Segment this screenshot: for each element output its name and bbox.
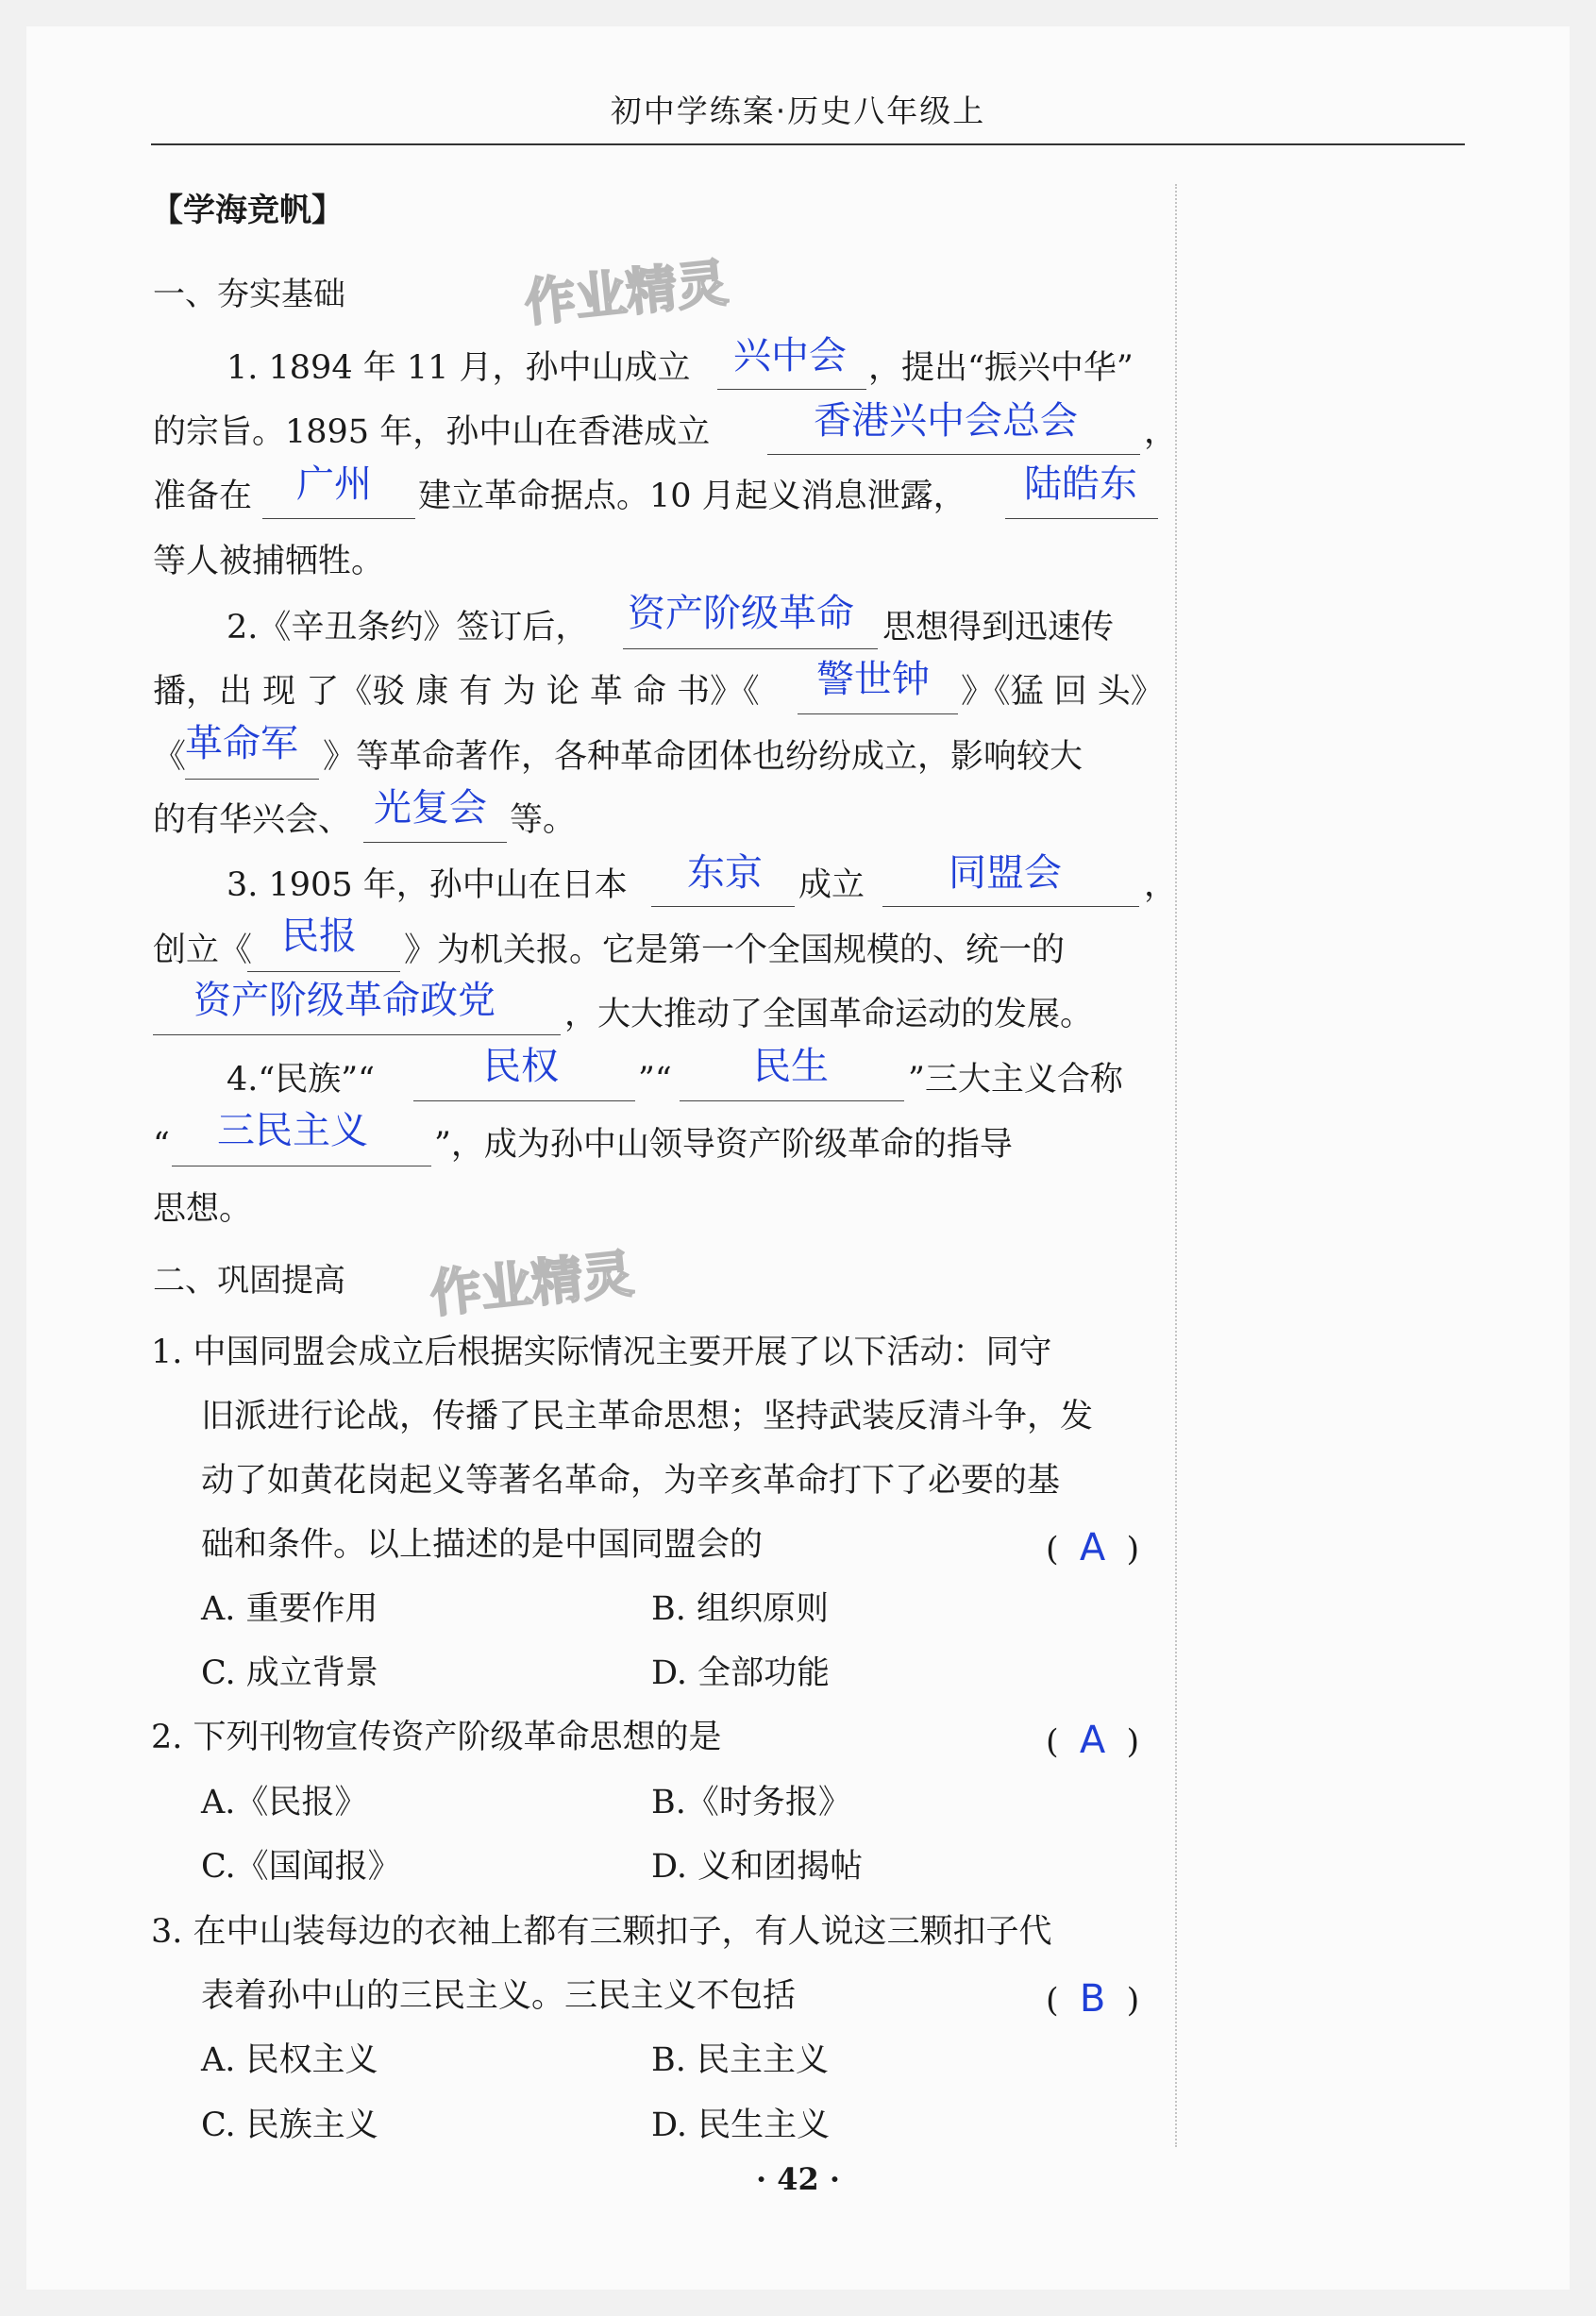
q1-blank-3 <box>262 518 415 519</box>
mc1-option-b: B. 组织原则 <box>651 1590 829 1628</box>
q1-blank-4 <box>1005 518 1158 519</box>
mc1-stem-line: 础和条件。以上描述的是中国同盟会的 <box>201 1526 764 1564</box>
q3-blank-3 <box>247 971 400 972</box>
q4-text-1a: 4.“民族”“ <box>227 1061 376 1099</box>
q3-text-1b: 成立 <box>798 866 865 904</box>
q1-answer-4: 陆皓东 <box>1024 462 1137 506</box>
mc1-option-c: C. 成立背景 <box>201 1654 378 1692</box>
mc1-answer: A <box>1079 1526 1106 1569</box>
q1-text-2b: ， <box>1144 413 1178 451</box>
mc3-option-a: A. 民权主义 <box>201 2041 378 2079</box>
q2-blank-4 <box>363 842 507 843</box>
q2-answer-2: 警世钟 <box>816 658 930 701</box>
q3-text-2a: 创立《 <box>153 931 253 969</box>
q1-text-3b: 建立革命据点。10 月起义消息泄露， <box>418 478 966 515</box>
mc2-stem-line: 2. 下列刊物宣传资产阶级革命思想的是 <box>151 1719 722 1756</box>
q3-text-1c: ， <box>1144 866 1178 904</box>
mc2-option-a: A.《民报》 <box>201 1784 368 1821</box>
mc2-answer-bracket: ( A ) <box>1046 1719 1140 1762</box>
page-number: · 42 · <box>755 2161 841 2197</box>
mc1-answer-bracket: ( A ) <box>1046 1526 1140 1569</box>
mc3-stem-line: 3. 在中山装每边的衣袖上都有三颗扣子，有人说这三颗扣子代 <box>151 1913 1052 1951</box>
section-label: 【学海竞帆】 <box>151 192 344 229</box>
q2-text-1b: 思想得到迅速传 <box>882 609 1115 646</box>
mc3-answer: B <box>1079 1977 1106 2021</box>
mc1-stem-line: 1. 中国同盟会成立后根据实际情况主要开展了以下活动：同守 <box>151 1334 1052 1371</box>
q2-blank-3 <box>185 779 319 780</box>
q3-blank-2 <box>882 906 1139 907</box>
q4-text-1c: ”三大主义合称 <box>908 1061 1123 1099</box>
q3-text-2b: 》为机关报。它是第一个全国规模的、统一的 <box>404 931 1066 969</box>
q3-blank-1 <box>651 906 795 907</box>
q1-blank-2 <box>767 454 1140 455</box>
q4-answer-3: 三民主义 <box>217 1109 368 1152</box>
q2-text-3a: 《 <box>153 738 187 776</box>
mc3-stem-line: 表着孙中山的三民主义。三民主义不包括 <box>201 1977 797 2015</box>
q4-blank-1 <box>413 1100 635 1101</box>
watermark-logo: 作业精灵 <box>521 252 731 334</box>
mc3-answer-bracket: ( B ) <box>1046 1977 1140 2021</box>
q1-answer-2: 香港兴中会总会 <box>814 399 1078 443</box>
q1-text-1a: 1. 1894 年 11 月，孙中山成立 <box>227 349 691 387</box>
q4-answer-1: 民权 <box>483 1045 559 1088</box>
q2-blank-1 <box>623 648 878 649</box>
q2-text-3b: 》等革命著作，各种革命团体也纷纷成立，影响较大 <box>323 738 1084 776</box>
q3-text-1a: 3. 1905 年，孙中山在日本 <box>227 866 628 904</box>
q4-blank-2 <box>680 1100 904 1101</box>
q4-text-2b: ”，成为孙中山领导资产阶级革命的指导 <box>434 1126 1013 1164</box>
mc1-option-a: A. 重要作用 <box>201 1590 378 1628</box>
q3-answer-4: 资产阶级革命政党 <box>193 979 496 1022</box>
watermark-logo: 作业精灵 <box>427 1243 637 1325</box>
q2-answer-1: 资产阶级革命 <box>628 592 854 635</box>
q2-text-1a: 2.《辛丑条约》签订后， <box>227 609 589 646</box>
mc1-option-d: D. 全部功能 <box>651 1654 831 1692</box>
header-rule <box>151 143 1465 145</box>
mc3-option-c: C. 民族主义 <box>201 2106 378 2144</box>
mc2-answer: A <box>1079 1719 1106 1762</box>
mc2-option-b: B.《时务报》 <box>651 1784 851 1821</box>
q1-text-1b: ，提出“振兴中华” <box>868 349 1134 387</box>
q3-text-3b: ，大大推动了全国革命运动的发展。 <box>564 996 1094 1033</box>
q3-answer-2: 同盟会 <box>949 851 1062 895</box>
running-header: 初中学练案·历史八年级上 <box>610 92 986 129</box>
q2-text-4b: 等。 <box>510 801 577 839</box>
mc3-option-b: B. 民主主义 <box>651 2041 829 2079</box>
q1-answer-1: 兴中会 <box>733 334 847 378</box>
q2-text-4a: 的有华兴会、 <box>153 801 352 839</box>
q4-answer-2: 民生 <box>753 1045 829 1088</box>
q2-text-2a: 播，出 现 了《驳 康 有 为 论 革 命 书》《 <box>153 673 760 711</box>
mc1-stem-line: 旧派进行论战，传播了民主革命思想；坚持武装反清斗争，发 <box>201 1398 1094 1435</box>
q1-answer-3: 广州 <box>296 462 372 506</box>
q3-answer-3: 民报 <box>281 915 357 958</box>
q4-text-2a: “ <box>153 1126 170 1164</box>
mc3-option-d: D. 民生主义 <box>651 2106 831 2144</box>
q1-blank-1 <box>717 389 866 390</box>
q1-text-2a: 的宗旨。1895 年，孙中山在香港成立 <box>153 413 711 451</box>
margin-divider <box>1175 184 1177 2147</box>
q4-text-3: 思想。 <box>153 1190 253 1228</box>
q3-answer-1: 东京 <box>687 851 763 895</box>
q4-text-1b: ”“ <box>638 1061 672 1099</box>
mc2-option-d: D. 义和团揭帖 <box>651 1848 864 1886</box>
part1-title: 一、夯实基础 <box>153 276 345 313</box>
q2-answer-4: 光复会 <box>374 786 487 830</box>
part2-title: 二、巩固提高 <box>153 1262 345 1300</box>
mc2-option-c: C.《国闻报》 <box>201 1848 401 1886</box>
q1-text-4: 等人被捕牺牲。 <box>153 543 385 580</box>
mc1-stem-line: 动了如黄花岗起义等著名革命，为辛亥革命打下了必要的基 <box>201 1462 1061 1500</box>
q1-text-3a: 准备在 <box>153 478 253 515</box>
q2-answer-3: 革命军 <box>185 722 298 765</box>
q3-blank-4 <box>153 1034 561 1035</box>
q2-text-2b: 》《猛 回 头》 <box>961 673 1164 711</box>
q2-blank-2 <box>798 713 958 714</box>
